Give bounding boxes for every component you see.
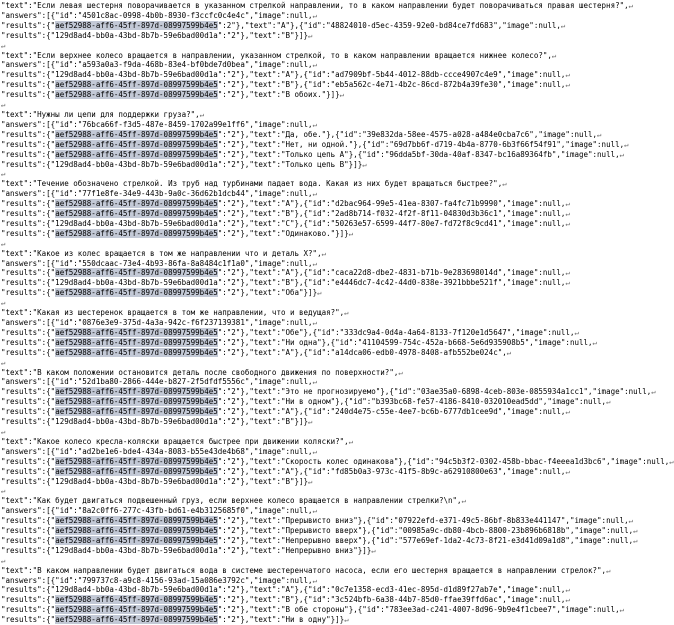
return-arrow-icon: ↵ [624,139,629,149]
editor-line[interactable] [0,576,585,586]
return-arrow-icon: ↵ [565,70,570,80]
return-arrow-icon: ↵ [1,100,6,110]
search-match-highlight: aef52988-aff6-45ff-897d-08997599b4e5 [55,456,218,466]
line-text: ":"2"},"text":"Скорость колес одинакова"},{"id":"94c5b3f2-0302-458b-bbac-f4eeea1d3bc6","image":null, [217,456,670,466]
search-match-highlight: aef52988-aff6-45ff-897d-08997599b4e5 [55,605,218,615]
editor-line[interactable] [0,427,585,437]
return-arrow-icon: ↵ [619,605,625,615]
line-text: ":"2"},"text":"A"},{"id":"caca22d8-dbe2-4831-b71b-9e283698014d","image":null, [217,268,566,278]
line-text: "text":"Как будет двигаться подвешенный груз, если верхнее колесо вращается в направлении стрелки?\n", [1,496,462,506]
editor-line[interactable] [0,259,585,269]
line-text: "results":{"129d8ad4-bb0a-43bd-8b7b-59e6bad00d1a":"2"},"text":"C"},{"id":"50263e57-6599-44f7-80e7-fd72f8c9cd41","image":null, [1,218,566,228]
return-arrow-icon: ↵ [348,436,354,446]
line-text: "results":{" [1,595,56,605]
editor-line[interactable] [0,239,585,249]
line-text: "answers":[{"id":"4501c8ac-0998-4b0b-8930-f3ccfc0c4e4c","image":null, [1,10,313,20]
search-match-highlight: aef52988-aff6-45ff-897d-08997599b4e5 [55,407,218,417]
editor-line[interactable] [0,318,585,328]
return-arrow-icon: ↵ [565,199,570,209]
line-text: "answers":[{"id":"550dcaac-73e4-4b93-86fa-8a8484c1f1a0","image":null, [1,258,313,268]
search-match-highlight: aef52988-aff6-45ff-897d-08997599b4e5 [55,80,218,90]
line-text: "text":"Нужны ли цепи для поддержки груза?", [1,109,200,119]
search-match-highlight: aef52988-aff6-45ff-897d-08997599b4e5 [55,268,218,278]
search-match-highlight: aef52988-aff6-45ff-897d-08997599b4e5 [55,535,218,545]
editor-line[interactable] [0,467,585,477]
line-text: ":"2"},"text":"Нет, ни одной."},{"id":"69d7bb6f-d719-4b4a-8770-6b3f66f54f91","image":null, [217,139,625,149]
line-text: "results":{" [1,347,56,357]
line-text: "results":{"129d8ad4-bb0a-43bd-8b7b-59e6bad00d1a":"2"},"text":"A"},{"id":"0c7e1358-ecd3-41ec-895d-d1d89f27ab7e","image":null, [1,585,566,595]
editor-line[interactable] [0,189,585,199]
editor-line[interactable] [0,278,585,288]
search-match-highlight: aef52988-aff6-45ff-897d-08997599b4e5 [55,387,218,397]
line-text: "results":{" [1,407,56,417]
search-match-highlight: aef52988-aff6-45ff-897d-08997599b4e5 [55,347,218,357]
line-text: "text":"В каком положении остановится деталь после свободного движения по поверхности?", [1,367,399,377]
line-text: ":"2"},"text":"B"},{"id":"eb5a562c-4e71-4b2c-86cd-872b4a39fe30","image":null, [217,80,566,90]
editor-line[interactable] [0,298,585,308]
editor-line[interactable] [0,41,585,51]
line-text: "results":{" [1,80,56,90]
editor-line[interactable] [0,477,585,487]
editor-line[interactable] [0,526,638,536]
line-text: "results":{" [1,397,56,407]
line-text: "results":{" [1,139,56,149]
return-arrow-icon: ↵ [565,595,570,605]
line-text: "answers":[{"id":"0876e3e9-375d-4a3a-942c-f6f237139381","image":null, [1,318,313,327]
line-text: "answers":[{"id":"76bca66f-f3d5-487e-8459-1702a99e1ff6","image":null, [1,119,313,129]
line-text: ":"2"},"text":"Оба"}]} [217,288,318,298]
return-arrow-icon: ↵ [312,446,318,456]
return-arrow-icon: ↵ [565,218,570,228]
line-text: ":"2"},"text":"Это не прогнозируемо"},{"id":"03ae35a0-6898-4ceb-803e-0855934a1cc1","image":null, [217,387,652,397]
return-arrow-icon: ↵ [1,169,6,179]
return-arrow-icon: ↵ [551,50,557,60]
editor-line[interactable] [0,377,585,387]
line-text: "results":{"129d8ad4-bb0a-43bd-8b7b-59e6bad00d1a":"2"},"text":"Только цепь B"}]} [1,159,363,169]
editor-line[interactable] [0,268,585,278]
return-arrow-icon: ↵ [1,486,6,496]
editor-line[interactable] [0,486,585,496]
editor-line[interactable] [0,348,585,358]
editor-line[interactable] [0,397,611,407]
line-text: ":"2"},"text":"A"},{"id":"d2bac964-99e5-41ea-8307-fa4fc71b9990","image":null, [217,199,566,209]
line-text: "results":{" [1,387,56,397]
return-arrow-icon: ↵ [308,30,313,40]
search-match-highlight: aef52988-aff6-45ff-897d-08997599b4e5 [55,199,218,209]
line-text: "results":{" [1,228,56,238]
return-arrow-icon: ↵ [398,367,403,377]
return-arrow-icon: ↵ [312,258,318,268]
line-text: "results":{" [1,327,56,337]
editor-line[interactable] [0,556,585,566]
line-text: "results":{" [1,526,56,536]
line-text: "results":{" [1,456,56,466]
search-match-highlight: aef52988-aff6-45ff-897d-08997599b4e5 [55,149,218,159]
return-arrow-icon: ↵ [308,476,313,486]
return-arrow-icon: ↵ [597,129,602,139]
editor-line[interactable] [0,595,585,605]
search-match-highlight: aef52988-aff6-45ff-897d-08997599b4e5 [55,90,218,100]
line-text: "results":{" [1,129,56,139]
line-text: "results":{" [1,20,56,30]
return-arrow-icon: ↵ [312,506,318,516]
return-arrow-icon: ↵ [565,466,570,476]
line-text: "results":{" [1,535,56,545]
editor-line[interactable] [0,328,585,338]
line-text: ":"2"},"text":"A"},{"id":"a14dca06-edb0-4978-8408-afb552be024c", [217,347,507,357]
return-arrow-icon: ↵ [633,526,638,536]
return-arrow-icon: ↵ [506,347,512,357]
return-arrow-icon: ↵ [199,109,205,119]
line-text: ":"2"},"text":"Прерывисто вверх"},{"id":"00985a9c-db80-4bcb-8800-23b896b6818b","image":null, [217,526,634,536]
editor-line[interactable] [0,100,585,110]
line-text: "answers":[{"id":"77f1e8fe-34e9-443b-9a0c-36d62b1dcb44","image":null, [1,189,313,199]
editor-line[interactable] [0,516,634,526]
editor-line[interactable] [0,249,585,259]
editor-line[interactable] [0,51,585,61]
search-match-highlight: aef52988-aff6-45ff-897d-08997599b4e5 [55,129,218,139]
editor-line[interactable] [0,368,585,378]
line-text: "answers":[{"id":"a593a0a3-f9da-468b-83e4-bf0bde7d0bea","image":null, [1,60,313,70]
return-arrow-icon: ↵ [574,327,579,337]
search-match-highlight: aef52988-aff6-45ff-897d-08997599b4e5 [55,209,218,219]
editor-line[interactable] [0,308,585,318]
editor-line[interactable] [0,437,585,447]
search-match-highlight: aef52988-aff6-45ff-897d-08997599b4e5 [55,20,218,30]
editor-line[interactable] [0,31,585,41]
editor-line[interactable] [0,129,602,140]
line-text: "results":{" [1,466,56,476]
return-arrow-icon: ↵ [502,179,507,189]
return-arrow-icon: ↵ [1,357,6,367]
return-arrow-icon: ↵ [565,80,570,90]
editor-line[interactable] [0,535,638,546]
editor-line[interactable] [0,21,585,31]
line-text: "results":{" [1,288,56,298]
editor-line[interactable] [0,496,585,506]
return-arrow-icon: ↵ [321,248,327,258]
editor-line[interactable] [0,337,598,348]
return-arrow-icon: ↵ [592,337,598,347]
line-text: ":"2"},"text":"Непрерывно вверх"},{"id":"577e69ef-1da2-4c73-8f21-e3d41d09a1d8","image":null, [217,535,634,545]
editor-line[interactable] [0,70,585,80]
editor-line[interactable] [0,80,585,90]
return-arrow-icon: ↵ [565,278,570,288]
line-text: "results":{"129d8ad4-bb0a-43bd-8b7b-59e6bad00d1a":"2"},"text":"B"}]} [1,417,309,427]
editor-line[interactable] [0,605,625,615]
search-match-highlight: aef52988-aff6-45ff-897d-08997599b4e5 [55,337,218,347]
return-arrow-icon: ↵ [1,298,6,308]
editor-line[interactable] [0,219,585,229]
return-arrow-icon: ↵ [312,377,318,387]
line-text: "results":{" [1,268,56,278]
editor-line[interactable] [0,417,585,427]
line-text: "text":"Течение обозначено стрелкой. Из труб над турбинами падает вода. Какая из них будет вращаться быстрее?", [1,179,503,189]
line-text: ":"2"},"text":"B"},{"id":"3c524bfb-6a38-44b7-85d0-ffae39ffd6ac","image":null, [217,595,566,605]
return-arrow-icon: ↵ [344,615,349,625]
editor-line[interactable] [0,90,585,100]
line-text: ":"2"},"text":"В обоих."}]} [217,90,340,100]
line-text: ":"2"},"text":"Прерывисто вниз"},{"id":"07922efd-e371-49c5-86bf-8b833e441147","image":null, [217,516,629,526]
return-arrow-icon: ↵ [461,496,467,506]
line-text: "results":{" [1,516,56,526]
return-arrow-icon: ↵ [308,417,313,427]
line-text: "results":{" [1,90,56,100]
return-arrow-icon: ↵ [344,308,349,318]
line-text: "text":"В каком направлении будет двигаться вода в системе шестеренчатого насоса, если его шестерня вращается в направлении стрелок?", [1,565,607,575]
return-arrow-icon: ↵ [312,189,318,199]
line-text: "answers":[{"id":"52d1ba80-2866-444e-b827-2f5dfdf5556c","image":null, [1,377,313,387]
editor-line[interactable] [0,110,585,120]
return-arrow-icon: ↵ [633,535,638,545]
return-arrow-icon: ↵ [312,119,318,129]
editor-line[interactable] [0,149,625,160]
line-text: ":"2"},"text":"A"},{"id":"240d4e75-c55e-4ee7-bc6b-6777db1cee9d","image":null, [217,407,566,417]
line-text: ":"2"},"text":"Ни в одну"}]} [217,615,345,625]
return-arrow-icon: ↵ [1,238,6,248]
return-arrow-icon: ↵ [362,159,367,169]
editor-line[interactable] [0,387,656,397]
line-text: ":"2"},"text":"Обе"},{"id":"333dc9a4-0d4a-4a64-8133-7f120e1d5647","image":null, [217,327,575,337]
line-text: ":"2"},"text":"В обе стороны"},{"id":"783ee3ad-c241-4007-8d96-9b9e4f1cbee7","image":null, [217,605,620,615]
editor-line[interactable] [0,358,585,368]
return-arrow-icon: ↵ [1,426,6,436]
line-text: ":"2"},"text":"Одинаково."}]} [217,228,349,238]
line-text: ":"2"},"text":"Ни одна"},{"id":"41104599-754c-452a-b668-5e6d935908b5","image":null, [217,337,593,347]
editor-line[interactable] [0,60,585,70]
return-arrow-icon: ↵ [651,387,656,397]
return-arrow-icon: ↵ [312,60,318,70]
return-arrow-icon: ↵ [619,149,625,159]
return-arrow-icon: ↵ [1,40,6,50]
line-text: ":2"},"text":"A"},{"id":"48824010-d5ec-4359-92e0-bd84ce7fd683","image":null, [217,20,561,30]
line-text: "text":"Какая из шестеренок вращается в том же направлении, что и ведущая?", [1,308,345,318]
editor-line[interactable] [0,179,585,189]
line-text: ":"2"},"text":"Только цепь A"},{"id":"96dda5bf-30da-40af-8347-bc16a89364fb","image":null, [217,149,620,159]
return-arrow-icon: ↵ [312,10,318,20]
return-arrow-icon: ↵ [312,318,318,327]
editor-line[interactable] [0,288,585,298]
editor-line[interactable] [0,1,634,11]
editor-line[interactable] [0,565,611,576]
search-match-highlight: aef52988-aff6-45ff-897d-08997599b4e5 [55,615,218,625]
line-text: "answers":[{"id":"8a2c0ff6-277c-43fb-bd61-e4b3125685f0","image":null, [1,506,313,516]
return-arrow-icon: ↵ [312,575,318,585]
line-text: "results":{"129d8ad4-bb0a-43bd-8b7b-59e6bad00d1a":"2"},"text":"Непрерывно вниз"}]} [1,545,372,555]
return-arrow-icon: ↵ [565,585,570,595]
line-text: ":"2"},"text":"B"},{"id":"2ad8b714-f032-4f2f-8f11-04830d3b36c1","image":null, [217,209,566,219]
line-text: "answers":[{"id":"ad2be1e6-bde4-434a-8083-b55e43de4b68","image":null, [1,446,313,456]
editor-line[interactable] [0,120,585,130]
search-match-highlight: aef52988-aff6-45ff-897d-08997599b4e5 [55,516,218,526]
search-match-highlight: aef52988-aff6-45ff-897d-08997599b4e5 [55,228,218,238]
editor-line[interactable] [0,456,674,467]
line-text: "text":"Какое из колес вращается в том же направлении что и деталь X?", [1,248,322,258]
search-match-highlight: aef52988-aff6-45ff-897d-08997599b4e5 [55,595,218,605]
line-text: "results":{"129d8ad4-bb0a-43bd-8b7b-59e6bad00d1a":"2"},"text":"B"}]} [1,30,309,40]
return-arrow-icon: ↵ [317,288,322,298]
line-text: "results":{" [1,199,56,209]
search-match-highlight: aef52988-aff6-45ff-897d-08997599b4e5 [55,139,218,149]
return-arrow-icon: ↵ [371,545,376,555]
line-text: "results":{" [1,605,56,615]
editor-line[interactable] [0,11,585,21]
return-arrow-icon: ↵ [606,397,611,407]
line-text: "text":"Если левая шестерня поворачивается в указанном стрелкой направлении, то в каком направлении будет поворачиваться правая шестерня?", [1,1,629,10]
line-text: "text":"Какое колесо кресла-коляски вращается быстрее при движении коляски?", [1,436,349,446]
line-text: ":"2"},"text":"A"},{"id":"fd85b0a3-973c-41f5-8b9c-a62910800e63","image":null, [217,466,566,476]
return-arrow-icon: ↵ [348,228,354,238]
line-text: ":"2"},"text":"Да, обе."},{"id":"39e832da-58ee-4575-a028-a484e0cba7c6","image":null, [217,129,598,139]
line-text: "results":{" [1,615,56,625]
editor-line[interactable] [0,209,585,219]
editor-line[interactable] [0,169,585,179]
return-arrow-icon: ↵ [565,209,570,219]
return-arrow-icon: ↵ [628,516,634,526]
search-match-highlight: aef52988-aff6-45ff-897d-08997599b4e5 [55,466,218,476]
line-text: "results":{"129d8ad4-bb0a-43bd-8b7b-59e6bad00d1a":"2"},"text":"A"},{"id":"ad7909bf-5b44-4012-88db-ccce4907c4e9","image":null, [1,70,566,80]
return-arrow-icon: ↵ [669,456,674,466]
return-arrow-icon: ↵ [606,565,611,575]
return-arrow-icon: ↵ [565,407,570,417]
editor-line[interactable] [0,585,585,595]
line-text: "text":"Если верхнее колесо вращается в направлении, указанном стрелкой, то в каком направлении вращается нижнее колесо?", [1,50,552,60]
editor-line[interactable] [0,229,585,239]
line-text: "results":{"129d8ad4-bb0a-43bd-8b7b-59e6bad00d1a":"2"},"text":"B"},{"id":"e4446dc7-4c42-44d0-838e-3921bbbe521f","image":null, [1,278,566,288]
search-match-highlight: aef52988-aff6-45ff-897d-08997599b4e5 [55,526,218,536]
line-text: "answers":[{"id":"799737c8-a9c8-4156-93ad-15a086e3792c","image":null, [1,575,313,585]
line-text: "results":{"129d8ad4-bb0a-43bd-8b7b-59e6bad00d1a":"2"},"text":"B"}]} [1,476,309,486]
editor-line[interactable] [0,447,585,457]
return-arrow-icon: ↵ [628,1,634,10]
editor-line[interactable] [0,615,585,625]
editor-line[interactable] [0,546,585,556]
return-arrow-icon: ↵ [339,90,345,100]
return-arrow-icon: ↵ [1,555,6,565]
return-arrow-icon: ↵ [560,20,566,30]
line-text: "results":{" [1,149,56,159]
search-match-highlight: aef52988-aff6-45ff-897d-08997599b4e5 [55,327,218,337]
editor-line[interactable] [0,160,585,170]
editor-line[interactable] [0,199,585,209]
editor-line[interactable] [0,506,585,516]
return-arrow-icon: ↵ [565,268,570,278]
search-match-highlight: aef52988-aff6-45ff-897d-08997599b4e5 [55,288,218,298]
search-match-highlight: aef52988-aff6-45ff-897d-08997599b4e5 [55,397,218,407]
editor-line[interactable] [0,139,629,150]
line-text: "results":{" [1,337,56,347]
editor-line[interactable] [0,407,585,417]
line-text: "results":{" [1,209,56,219]
line-text: ":"2"},"text":"Ни в одном"},{"id":"b393bc68-fe57-4186-8410-032010ead5dd","image":null, [217,397,607,407]
